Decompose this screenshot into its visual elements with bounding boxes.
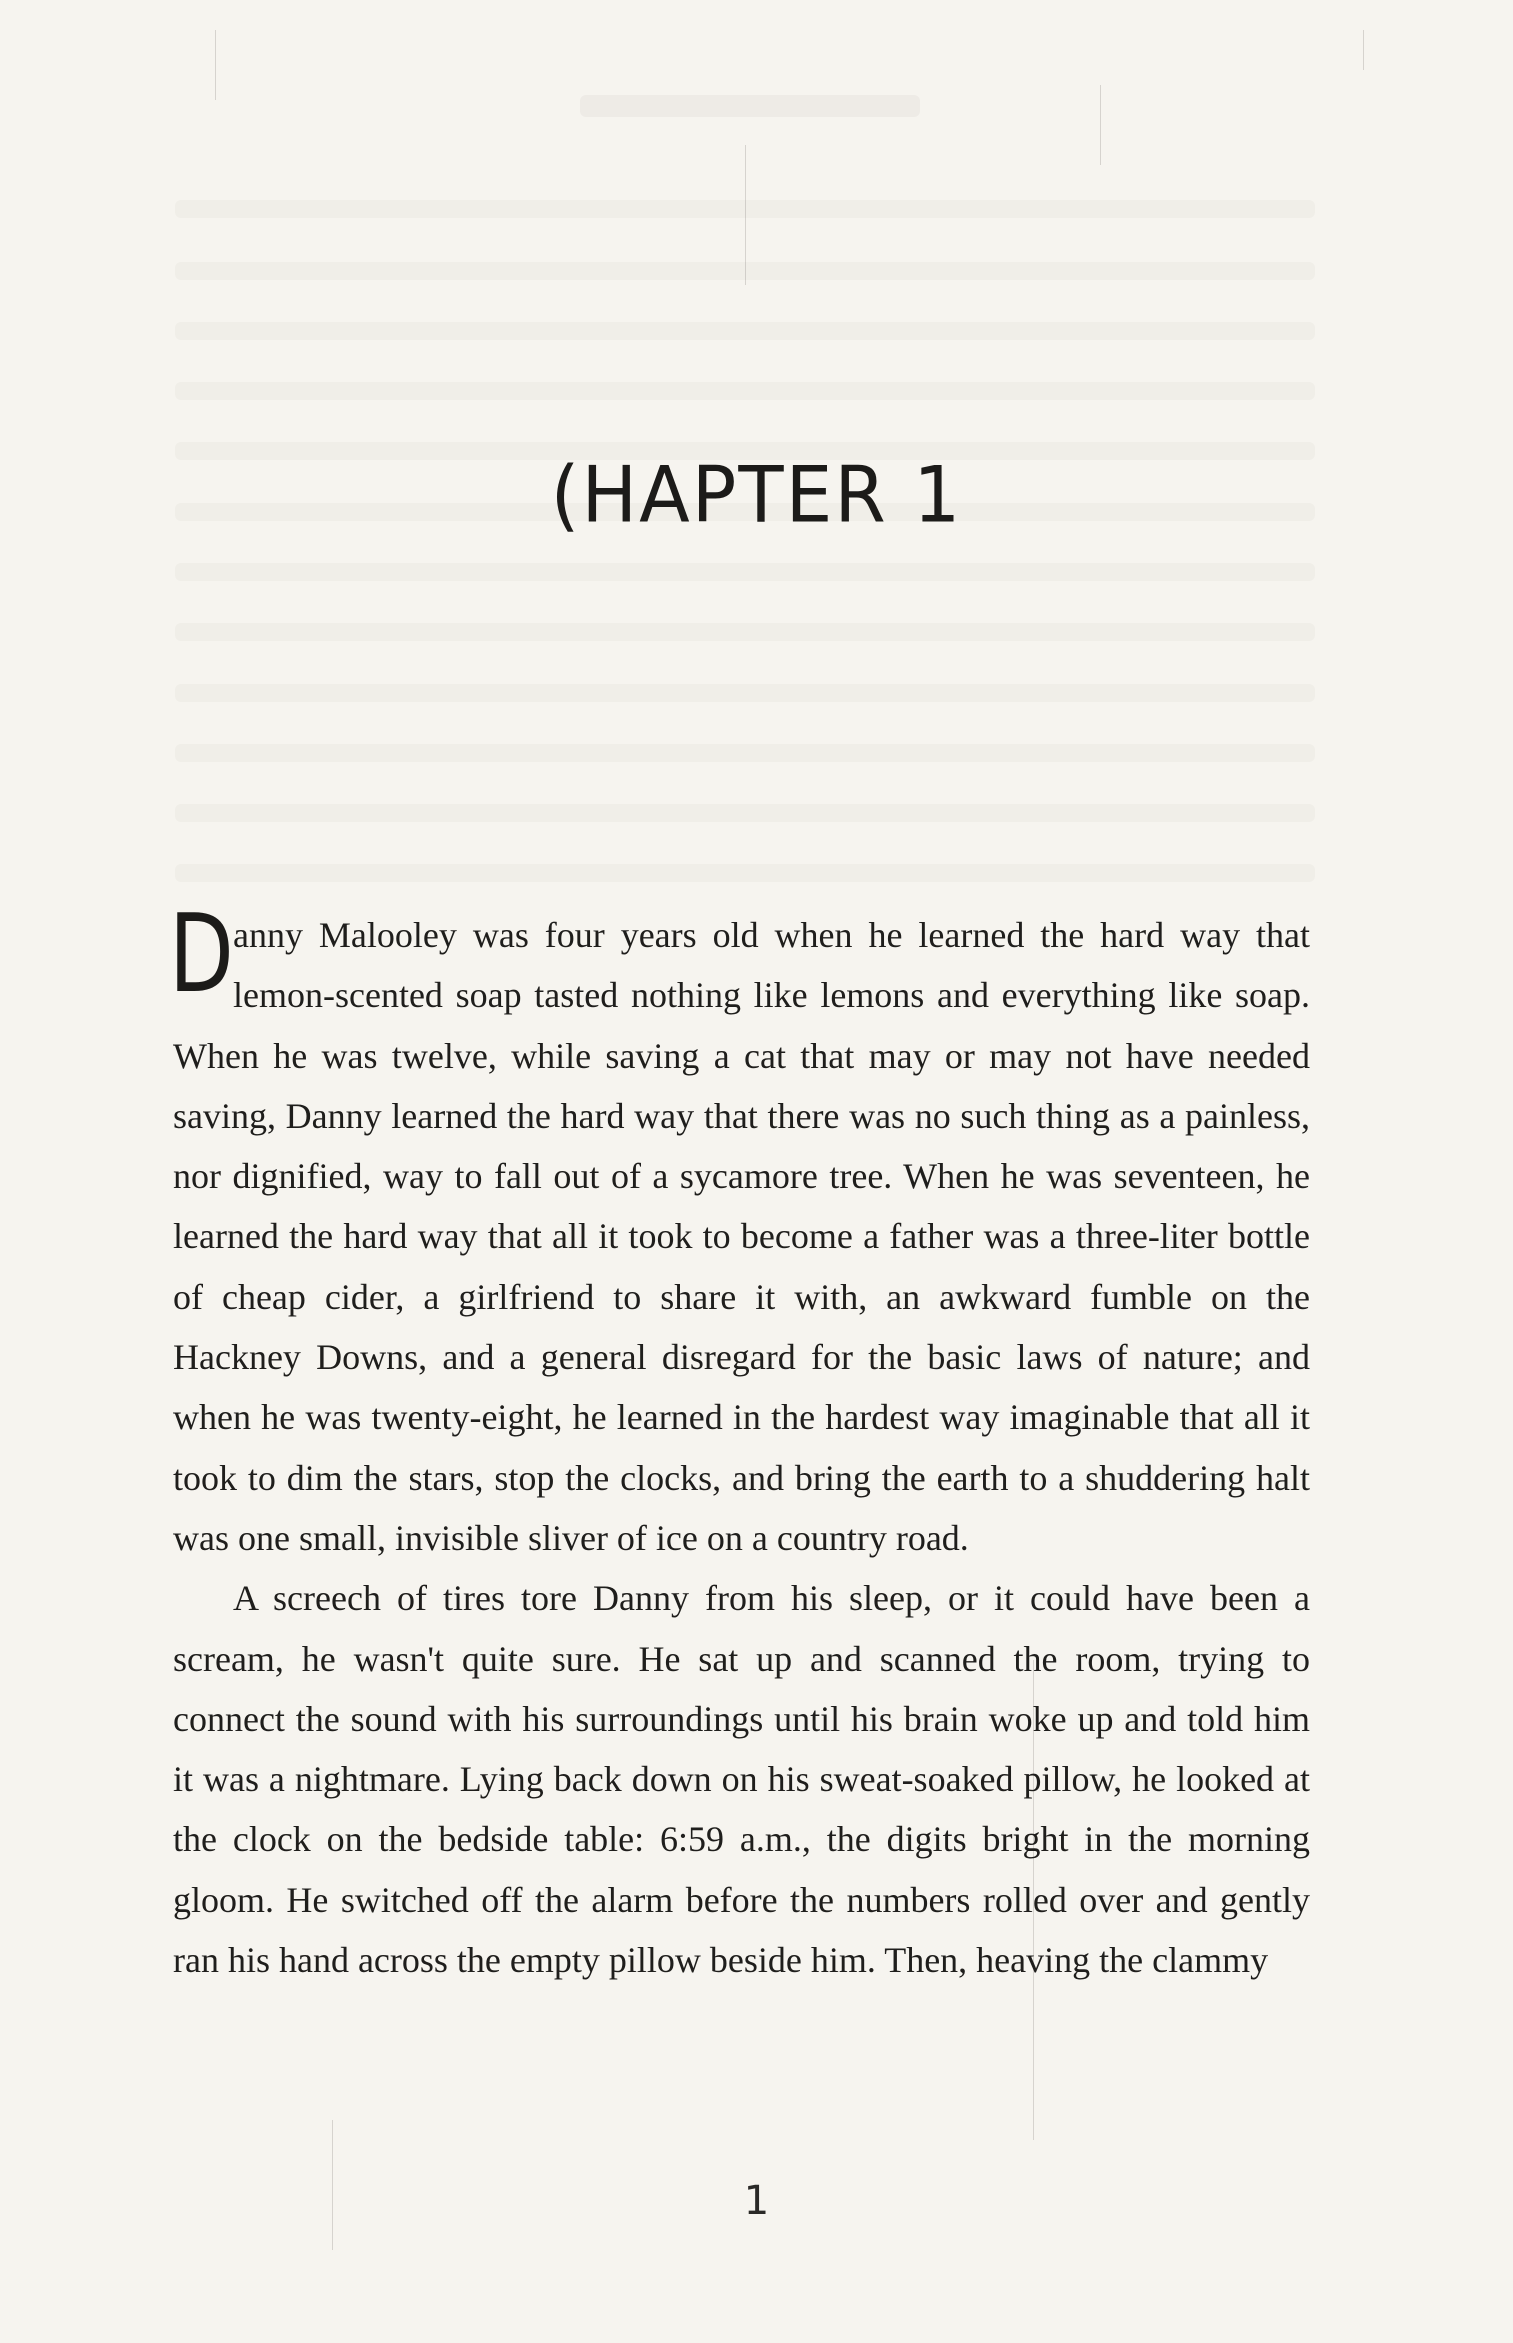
paragraph: A screech of tires tore Danny from his sleep, or it could have been a scream, he wasn't quite sure. He sat up and scanned the room, trying to connect the sound with his surroundings until his brain woke up and told him it was a nightmare. Lying back down on his sweat-soaked pillow, he looked at the clock on the bedside table: 6:59 a.m., the digits bright in the morning gloom. He switched off the alarm before the numbers rolled over and gently ran his hand across the empty pillow beside him. Then, heaving the clammy (173, 1578, 1310, 1981)
chapter-title: (HAPTER 1 (550, 449, 963, 541)
bleed-through-header (580, 95, 920, 117)
scan-artifact-line (745, 145, 746, 285)
drop-cap: D (169, 892, 234, 1017)
chapter-body (169, 892, 1310, 1990)
page-number: 1 (743, 2178, 770, 2224)
bleed-through-line (175, 864, 1315, 882)
paragraph-text: anny Malooley was four years old when he learned the hard way that lemon-scented soap tasted nothing like lemons and everything like soap. When he was twelve, while saving a cat that may or may not have needed saving, Danny learned the hard way that there was no such thing as a painless, nor dignified, way to fall out of a sycamore tree. When he was seventeen, he learned the hard way that all it took to become a father was a three-liter bottle of cheap cider, a girlfriend to share it with, an awkward fumble on the Hackney Downs, and a general disregard for the basic laws of nature; and when he was twenty-eight, he learned in the hardest way imaginable that all it took to dim the stars, stop the clocks, and bring the earth to a shuddering halt was one small, invisible sliver of ice on a country road. (173, 915, 1310, 1558)
bleed-through-line (175, 322, 1315, 340)
bleed-through-line (175, 382, 1315, 400)
bleed-through-line (175, 684, 1315, 702)
scan-artifact-line (1363, 30, 1364, 70)
bleed-through-line (175, 623, 1315, 641)
bleed-through-line (175, 744, 1315, 762)
bleed-through-line (175, 563, 1315, 581)
paragraph (169, 892, 1310, 1568)
bleed-through-line (175, 804, 1315, 822)
scan-artifact-line (215, 30, 216, 100)
scan-artifact-line (1100, 85, 1101, 165)
